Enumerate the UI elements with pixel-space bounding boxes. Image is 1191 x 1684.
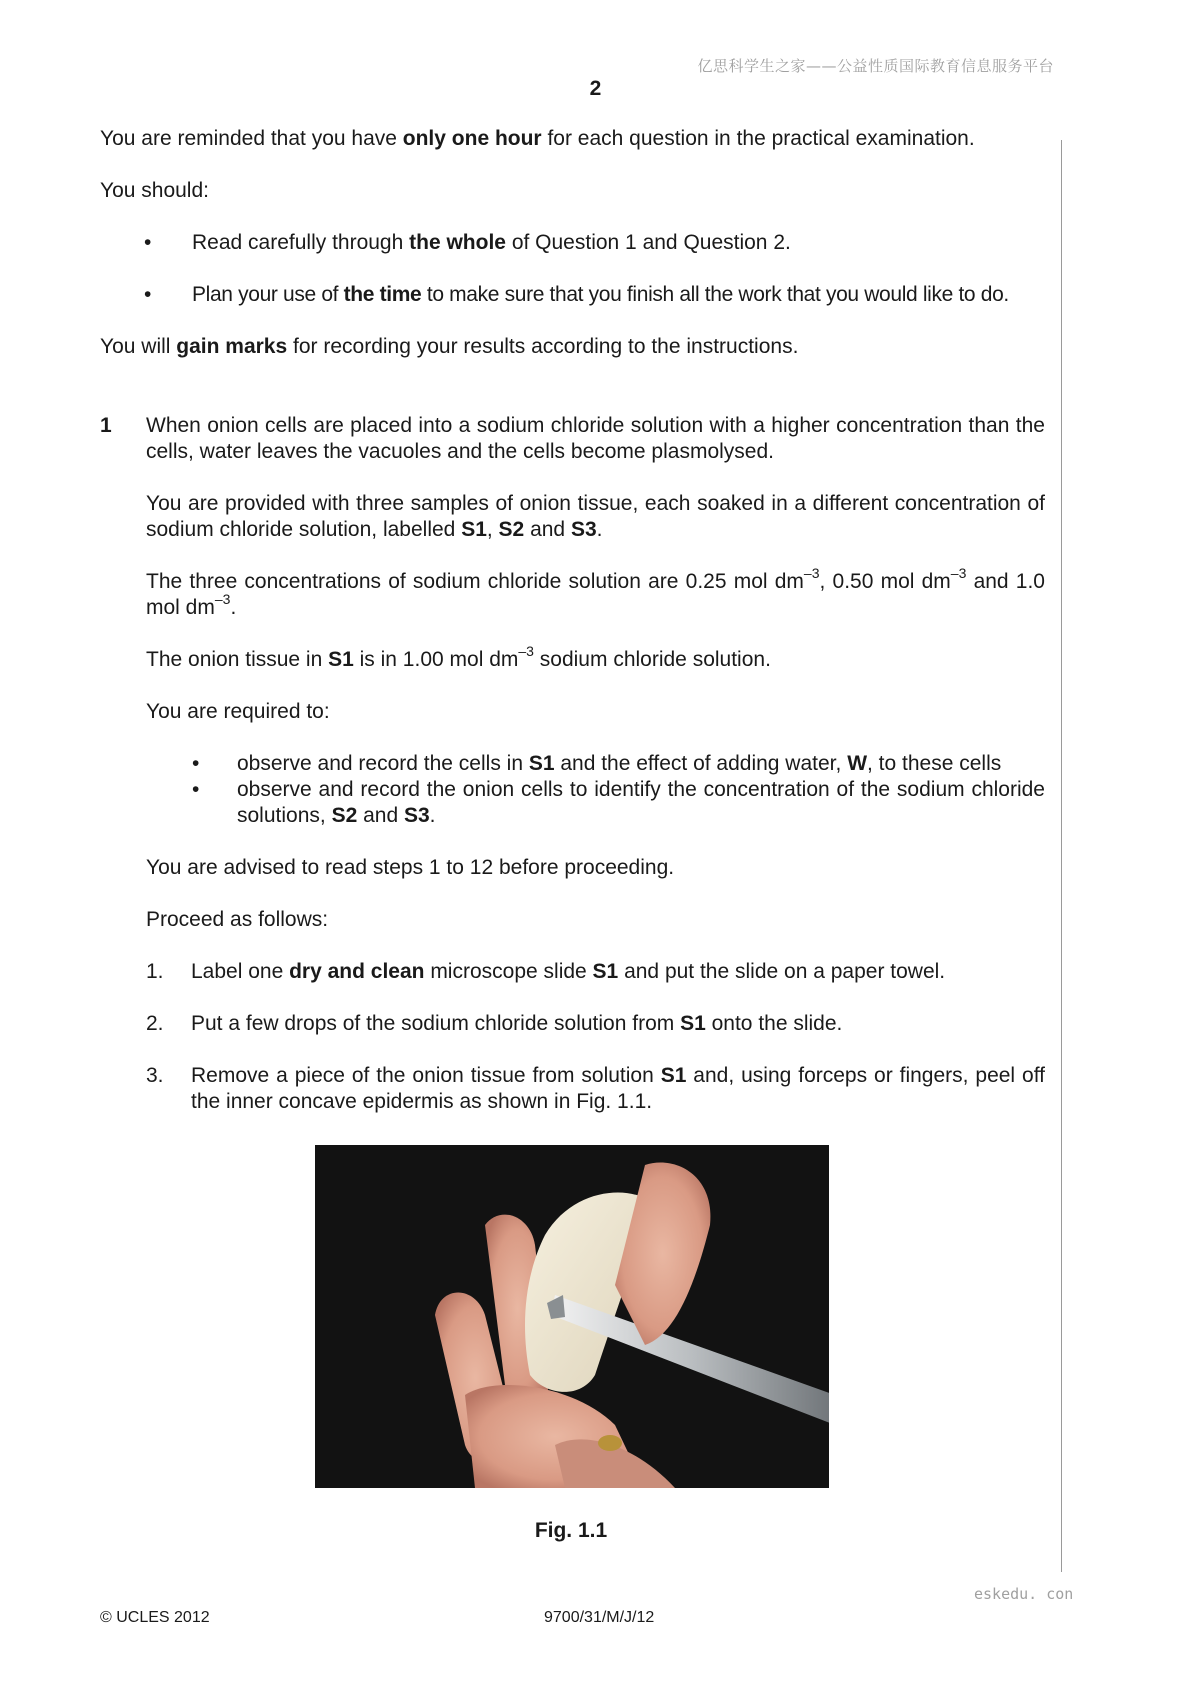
- photo-illustration: [315, 1145, 829, 1488]
- samples-paragraph: You are provided with three samples of onion tissue, each soaked in a different concentration of sodium chloride solution, labelled S1, S2 and S3.: [146, 492, 1045, 541]
- figure-caption: Fig. 1.1: [534, 1519, 608, 1542]
- s1-concentration-paragraph: The onion tissue in S1 is in 1.00 mol $dm^{-3}$ sodium chloride solution.: [146, 643, 771, 671]
- you-should-label: You should:: [100, 179, 209, 202]
- reminder-paragraph: You are reminded that you have only one hour for each question in the practical examination.: [100, 127, 975, 150]
- onion-epidermis-photo: [315, 1145, 829, 1488]
- proceed-label: Proceed as follows:: [146, 908, 329, 931]
- bullet-glyph: •: [192, 752, 200, 775]
- page-content: [100, 126, 1045, 1115]
- bullet-glyph: •: [144, 231, 152, 254]
- step-number: 3.: [146, 1064, 164, 1087]
- required-item: • observe and record the onion cells to identify the concentration of the sodium chloride solutions, S2 and S3.: [192, 778, 1045, 827]
- required-item: • observe and record the cells in S1 and the effect of adding water, W, to these cells: [192, 752, 1002, 775]
- footer-paper-code: 9700/31/M/J/12: [544, 1609, 655, 1626]
- marks-paragraph: You will gain marks for recording your results according to the instructions.: [100, 335, 799, 358]
- question-1: [100, 413, 1045, 933]
- watermark-text: 亿思科学生之家——公益性质国际教育信息服务平台: [697, 57, 1054, 75]
- ring-shape: [598, 1435, 622, 1451]
- step-number: 1.: [146, 960, 164, 983]
- question-number: 1: [100, 414, 112, 437]
- question-1-intro: When onion cells are placed into a sodium chloride solution with a higher concentration than the cells, water leaves the vacuoles and the cells become plasmolysed.: [146, 414, 1045, 463]
- step-item: 2. Put a few drops of the sodium chloride solution from S1 onto the slide.: [146, 1012, 843, 1035]
- step-item: 1. Label one dry and clean microscope slide S1 and put the slide on a paper towel.: [146, 960, 946, 983]
- bullet-glyph: •: [192, 778, 200, 801]
- footer-copyright: © UCLES 2012: [100, 1609, 210, 1626]
- required-label: You are required to:: [146, 700, 330, 723]
- step-item: 3. Remove a piece of the onion tissue from solution S1 and, using forceps or fingers, peel off the inner concave epidermis as shown in Fig. 1.1.: [146, 1064, 1045, 1113]
- instruction-bullet: • Plan your use of the time to make sure that you finish all the work that you would like to do.: [144, 283, 1009, 306]
- step-number: 2.: [146, 1012, 164, 1035]
- required-list: [146, 751, 1045, 829]
- footer-site-watermark: eskedu. con: [974, 1585, 1074, 1603]
- concentrations-paragraph: The three concentrations of sodium chloride solution are 0.25 mol $dm^{-3}$, 0.50 mol $dm^{-3}$ and 1.0 mol $dm^{-3}$.: [146, 565, 1045, 619]
- page-number: 2: [589, 77, 602, 100]
- margin-rule: [1061, 140, 1062, 1572]
- advised-paragraph: You are advised to read steps 1 to 12 before proceeding.: [146, 856, 675, 879]
- bullet-glyph: •: [144, 283, 152, 306]
- instruction-bullet: • Read carefully through the whole of Question 1 and Question 2.: [144, 231, 791, 254]
